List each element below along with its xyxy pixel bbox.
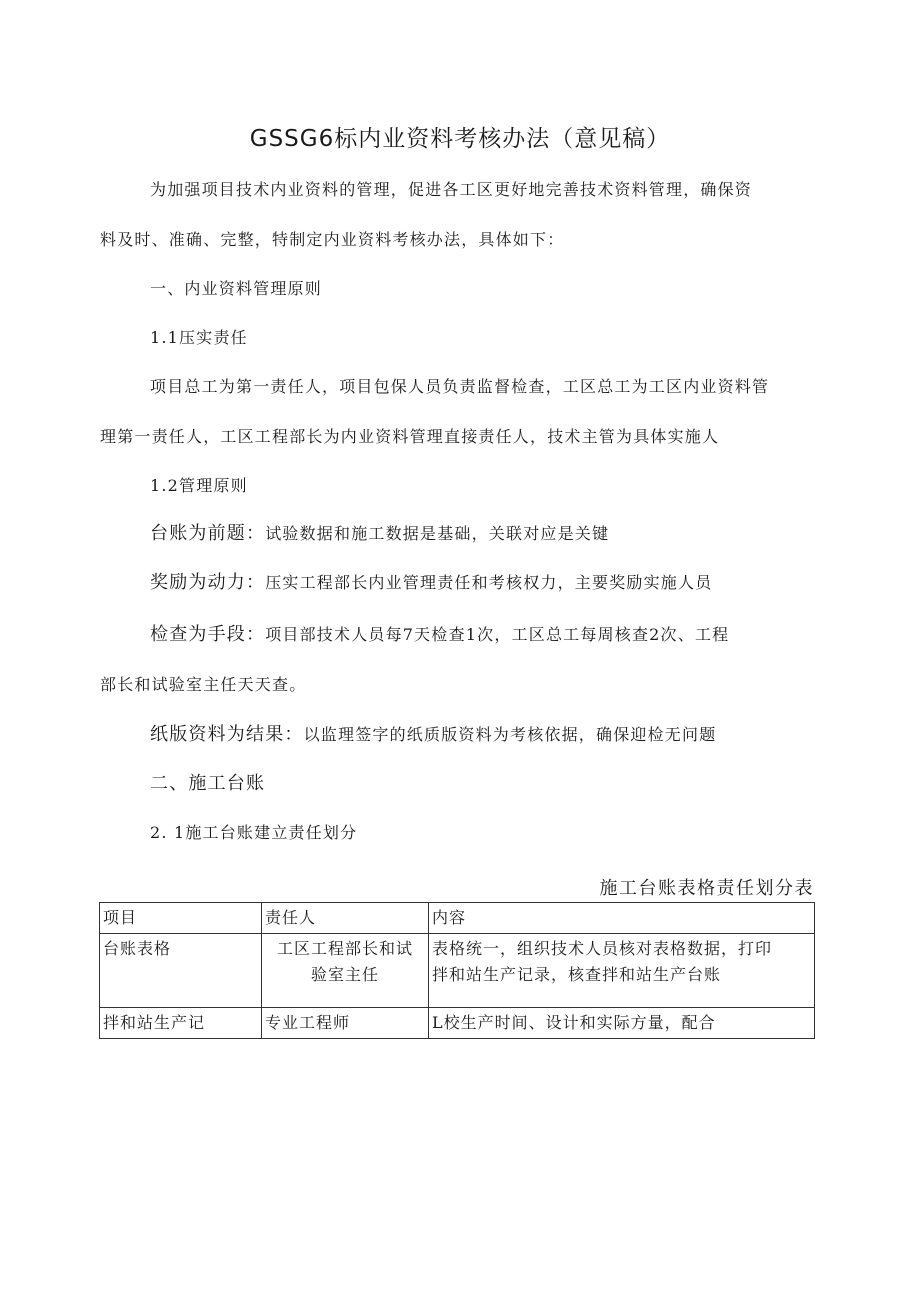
principle-lead: 台账为前题： <box>150 523 266 544</box>
principle-inspection <box>100 610 815 710</box>
section-2-1-heading: 2. 1施工台账建立责任划分 <box>150 823 358 842</box>
table-row <box>100 934 815 1008</box>
table-header-row <box>100 903 815 934</box>
principle-text: 试验数据和施工数据是基础，关联对应是关键 <box>265 524 610 543</box>
table-cell-line: 验室主任 <box>310 965 379 984</box>
responsibility-line-1: 项目总工为第一责任人，项目包保人员负责监督检查，工区总工为工区内业资料管 <box>150 377 770 396</box>
principle-lead: 纸版资料为结果： <box>150 724 304 745</box>
section-1-1-heading: 1.1压实责任 <box>150 328 248 347</box>
responsibility-line-2: 理第一责任人，工区工程部长为内业资料管理直接责任人，技术主管为具体实施人 <box>100 427 720 446</box>
table-cell-person: 专业工程师 <box>262 1008 429 1039</box>
table-cell-content <box>429 934 815 1008</box>
principle-text-continued: 部长和试验室主任天天查。 <box>100 675 307 694</box>
principle-ledger <box>150 509 865 559</box>
table-row <box>100 1008 815 1039</box>
principle-text: 以监理签字的纸质版资料为考核依据，确保迎检无问题 <box>303 725 717 744</box>
table-cell-item: 拌和站生产记 <box>100 1008 262 1039</box>
principle-reward <box>150 558 865 608</box>
table-cell-item: 台账表格 <box>100 934 262 1008</box>
principle-lead: 奖励为动力： <box>150 572 266 593</box>
table-header-cell: 项目 <box>100 903 262 934</box>
table-cell-person <box>262 934 429 1008</box>
responsibility-table <box>99 902 815 1039</box>
table-caption: 施工台账表格责任划分表 <box>599 878 814 899</box>
table-cell-line: 表格统一，组织技术人员核对表格数据，打印 <box>432 939 773 958</box>
section-2-heading: 二、施工台账 <box>150 773 266 794</box>
principle-paper <box>150 710 865 760</box>
table-header-cell: 责任人 <box>262 903 429 934</box>
document-title: GSSG6标内业资料考核办法（意见稿） <box>249 126 671 152</box>
principle-lead: 检查为手段： <box>150 624 266 645</box>
table-cell-content: L校生产时间、设计和实际方量，配合 <box>429 1008 815 1039</box>
section-1-heading: 一、内业资料管理原则 <box>150 279 323 298</box>
intro-line-2: 料及时、准确、完整，特制定内业资料考核办法，具体如下： <box>100 230 565 249</box>
table-header-cell: 内容 <box>429 903 815 934</box>
table-cell-line: 拌和站生产记录，核查拌和站生产台账 <box>432 965 722 984</box>
intro-paragraph <box>100 165 815 265</box>
table-cell-line: 工区工程部长和试 <box>276 939 413 958</box>
principle-text: 压实工程部长内业管理责任和考核权力，主要奖励实施人员 <box>265 573 713 592</box>
section-1-2-heading: 1.2管理原则 <box>150 476 248 495</box>
intro-line-1: 为加强项目技术内业资料的管理，促进各工区更好地完善技术资料管理，确保资 <box>150 180 753 199</box>
principle-text: 项目部技术人员每7天检查1次，工区总工每周核查2次、工程 <box>265 625 730 644</box>
responsibility-paragraph <box>100 362 815 462</box>
